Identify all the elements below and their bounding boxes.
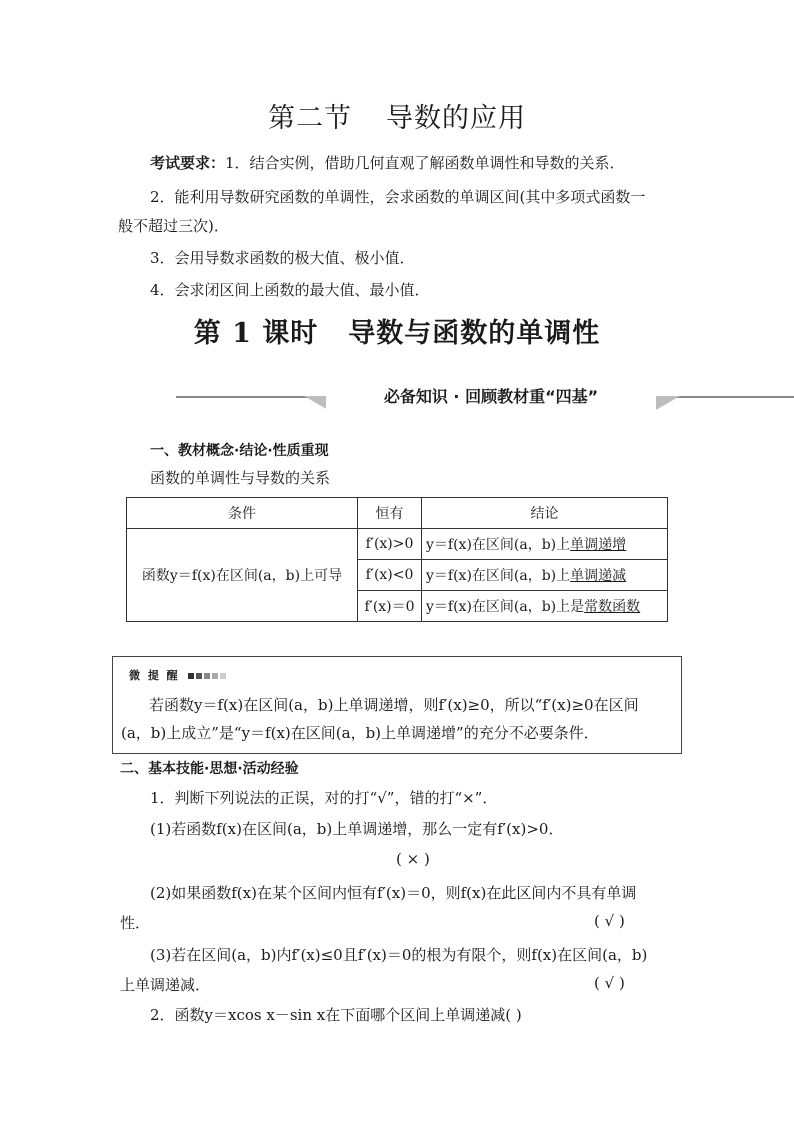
banner-shade-right [654,396,680,411]
requirement-3: 3．会用导数求函数的极大值、极小值． [150,249,415,267]
answer-mark-2: ( √ ) [594,912,625,930]
part1-heading: 一、教材概念·结论·性质重现 [150,443,329,459]
tip-text [121,691,677,747]
banner-text: 必备知识 · 回顾教材重“四基” [326,382,656,412]
question-1-3-line1: (3)若在区间(a，b)内f′(x)≤0且f′(x)＝0的根为有限个，则f(x)在区间(a，b) [150,946,648,964]
question-1-2-line2: 性． [120,914,151,932]
tip-box [112,656,682,754]
table-conclusion-cell [422,529,668,560]
table-conclusion-cell [422,560,668,591]
tip-title [129,667,226,683]
tip-line-2: (a，b)上成立”是“y＝f(x)在区间(a，b)上单调递增”的充分不必要条件． [121,724,599,742]
conclusion-key: 单调递减 [570,568,627,584]
tip-line-1: 若函数y＝f(x)在区间(a，b)上单调递增，则f′(x)≥0，所以“f′(x)≥0在区间 [149,696,639,714]
tip-title-text: 微 提 醒 [129,669,180,682]
section-name: 导数的应用 [386,103,526,134]
table-condition-cell: 函数y＝f(x)在区间(a，b)上可导 [127,529,358,622]
requirement-4: 4．会求闭区间上函数的最大值、最小值． [150,281,430,299]
conclusion-prefix: y＝f(x)在区间(a，b)上是 [426,599,585,615]
table-header: 条件 [127,498,358,529]
conclusion-prefix: y＝f(x)在区间(a，b)上 [426,568,571,584]
question-1-2-line1: (2)如果函数f(x)在某个区间内恒有f′(x)＝0，则f(x)在此区间内不具有单调 [150,884,637,902]
part1-subheading: 函数的单调性与导数的关系 [150,469,331,487]
square-icon [212,673,218,679]
lesson-title [0,311,794,350]
requirement-2-line2: 般不超过三次)． [118,217,229,235]
table-header: 结论 [422,498,668,529]
square-icon [204,673,210,679]
square-icon [220,673,226,679]
section-title [0,96,794,135]
conclusion-prefix: y＝f(x)在区间(a，b)上 [426,537,571,553]
table-header: 恒有 [358,498,422,529]
conclusion-key: 常数函数 [584,599,641,615]
answer-mark-1: ( × ) [396,850,430,868]
derivative-table [126,497,668,622]
part2-heading: 二、基本技能·思想·活动经验 [120,761,299,777]
table-derivative-cell: f′(x)＝0 [358,591,422,622]
square-icon [196,673,202,679]
question-2: 2．函数y＝xcos x－sin x在下面哪个区间上单调递减( ) [150,1006,522,1024]
section-number: 第二节 [268,103,352,134]
lesson-number: 第 1 课时 [193,318,319,349]
question-1-1: (1)若函数f(x)在区间(a，b)上单调递增，那么一定有f′(x)>0． [150,820,564,838]
square-icon [188,673,194,679]
answer-mark-3: ( √ ) [594,974,625,992]
conclusion-key: 单调递增 [570,537,627,553]
lesson-name: 导数与函数的单调性 [348,318,601,349]
requirement-label: 考试要求： [150,154,226,172]
table-derivative-cell: f′(x)>0 [358,529,422,560]
table-row [127,529,668,560]
question-1: 1．判断下列说法的正误，对的打“√”，错的打“×”． [150,789,498,807]
requirement-1 [150,153,690,173]
requirement-1-text: 1．结合实例，借助几何直观了解函数单调性和导数的关系． [225,154,625,172]
section-banner [176,382,794,414]
table-derivative-cell: f′(x)<0 [358,560,422,591]
requirement-2-line1: 2．能利用导数研究函数的单调性，会求函数的单调区间(其中多项式函数一 [150,188,646,206]
table-header-row [127,498,668,529]
question-1-3-line2: 上单调递减． [120,976,211,994]
table-conclusion-cell [422,591,668,622]
